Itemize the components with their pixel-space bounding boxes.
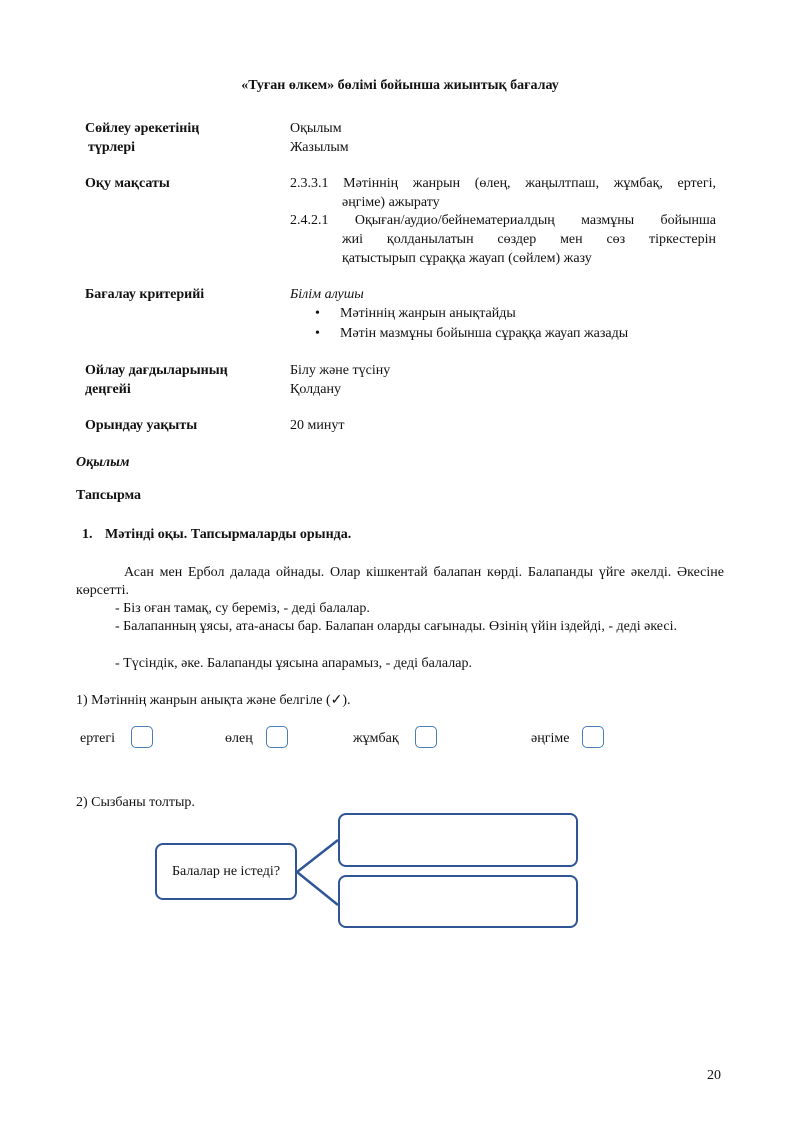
story-paragraph-1: Асан мен Ербол далада ойнады. Олар кішкентай балапан көрді. Балапанды үйге әкелді. Әкесіне көрсетті.: [76, 565, 724, 598]
section-task: Тапсырма: [76, 488, 142, 503]
activity-label-line2: түрлері: [88, 140, 136, 155]
question-2-prompt: 2) Сызбаны толтыр.: [76, 795, 195, 810]
diagram-answer-box-1[interactable]: [338, 813, 578, 867]
criteria-item-1: [315, 304, 516, 323]
task-1-title: Мәтінді оқы. Тапсырмаларды орында.: [105, 527, 352, 542]
thinking-value-line1: Білу және түсіну: [290, 363, 391, 378]
page-number: 20: [707, 1068, 721, 1083]
option-label-2: өлең: [225, 731, 253, 746]
thinking-label-line1: Ойлау дағдыларының: [85, 363, 228, 378]
goal-item-1: [290, 174, 716, 212]
option-checkbox-1[interactable]: [131, 726, 153, 748]
diagram-answer-box-2[interactable]: [338, 875, 578, 928]
task-1-number: 1.: [82, 527, 93, 542]
option-checkbox-3[interactable]: [415, 726, 437, 748]
goal-item-1-line1: 2.3.3.1 Мәтіннің жанрын (өлең, жаңылтпаш, жұмбақ, ертегі,: [290, 176, 716, 191]
story-paragraph-4: - Түсіндік, әке. Балапанды ұясына апарамыз, - деді балалар.: [115, 656, 472, 671]
criteria-intro: Білім алушы: [290, 287, 364, 302]
activity-value-writing: Жазылым: [290, 140, 349, 155]
thinking-label-line2: деңгейі: [85, 382, 131, 397]
thinking-label: [85, 361, 228, 399]
goal-item-2-line3: қатыстырып сұраққа жауап (сөйлем) жазу: [342, 251, 592, 266]
option-label-1: ертегі: [80, 731, 115, 746]
goals-label: Оқу мақсаты: [85, 176, 170, 191]
option-checkbox-2[interactable]: [266, 726, 288, 748]
activity-label: [85, 119, 199, 157]
activity-value-reading: Оқылым: [290, 121, 342, 136]
time-label: Орындау уақыты: [85, 418, 198, 433]
goal-item-2: [290, 211, 716, 268]
criteria-item-2-text: Мәтін мазмұны бойынша сұраққа жауап жазады: [340, 326, 629, 341]
option-label-3: жұмбақ: [353, 731, 399, 746]
goal-item-2-line2: жиі қолданылатын сөздер мен сөз тіркестерін: [342, 232, 716, 247]
section-reading: Оқылым: [76, 455, 130, 470]
goal-item-2-line1: 2.4.2.1 Оқыған/аудио/бейнематериалдың мазмұны бойынша: [290, 213, 716, 228]
criteria-item-2: [315, 324, 628, 343]
story-paragraph-2: - Біз оған тамақ, су береміз, - деді балалар.: [115, 601, 370, 616]
time-value: 20 минут: [290, 418, 345, 433]
page-title: «Туған өлкем» бөлімі бойынша жиынтық бағалау: [241, 78, 559, 93]
thinking-value: [290, 361, 390, 399]
diagram-center-box: [155, 843, 297, 900]
diagram-center-label: Балалар не істеді?: [171, 863, 281, 879]
thinking-value-line2: Қолдану: [290, 382, 341, 397]
question-1-prompt: 1) Мәтіннің жанрын анықта және белгіле (✓).: [76, 693, 351, 708]
option-checkbox-4[interactable]: [582, 726, 604, 748]
criteria-item-1-text: Мәтіннің жанрын анықтайды: [340, 306, 516, 321]
activity-value: [290, 119, 349, 157]
activity-label-line1: Сөйлеу әрекетінің: [85, 121, 200, 136]
story-paragraph-3: - Балапанның ұясы, ата-анасы бар. Балапан оларды сағынады. Өзінің үйін іздейді, - деді әкесі.: [115, 619, 677, 634]
option-label-4: әңгіме: [531, 731, 570, 746]
goal-item-1-line2: әңгіме) ажырату: [342, 195, 440, 210]
criteria-label: Бағалау критерийі: [85, 287, 205, 302]
